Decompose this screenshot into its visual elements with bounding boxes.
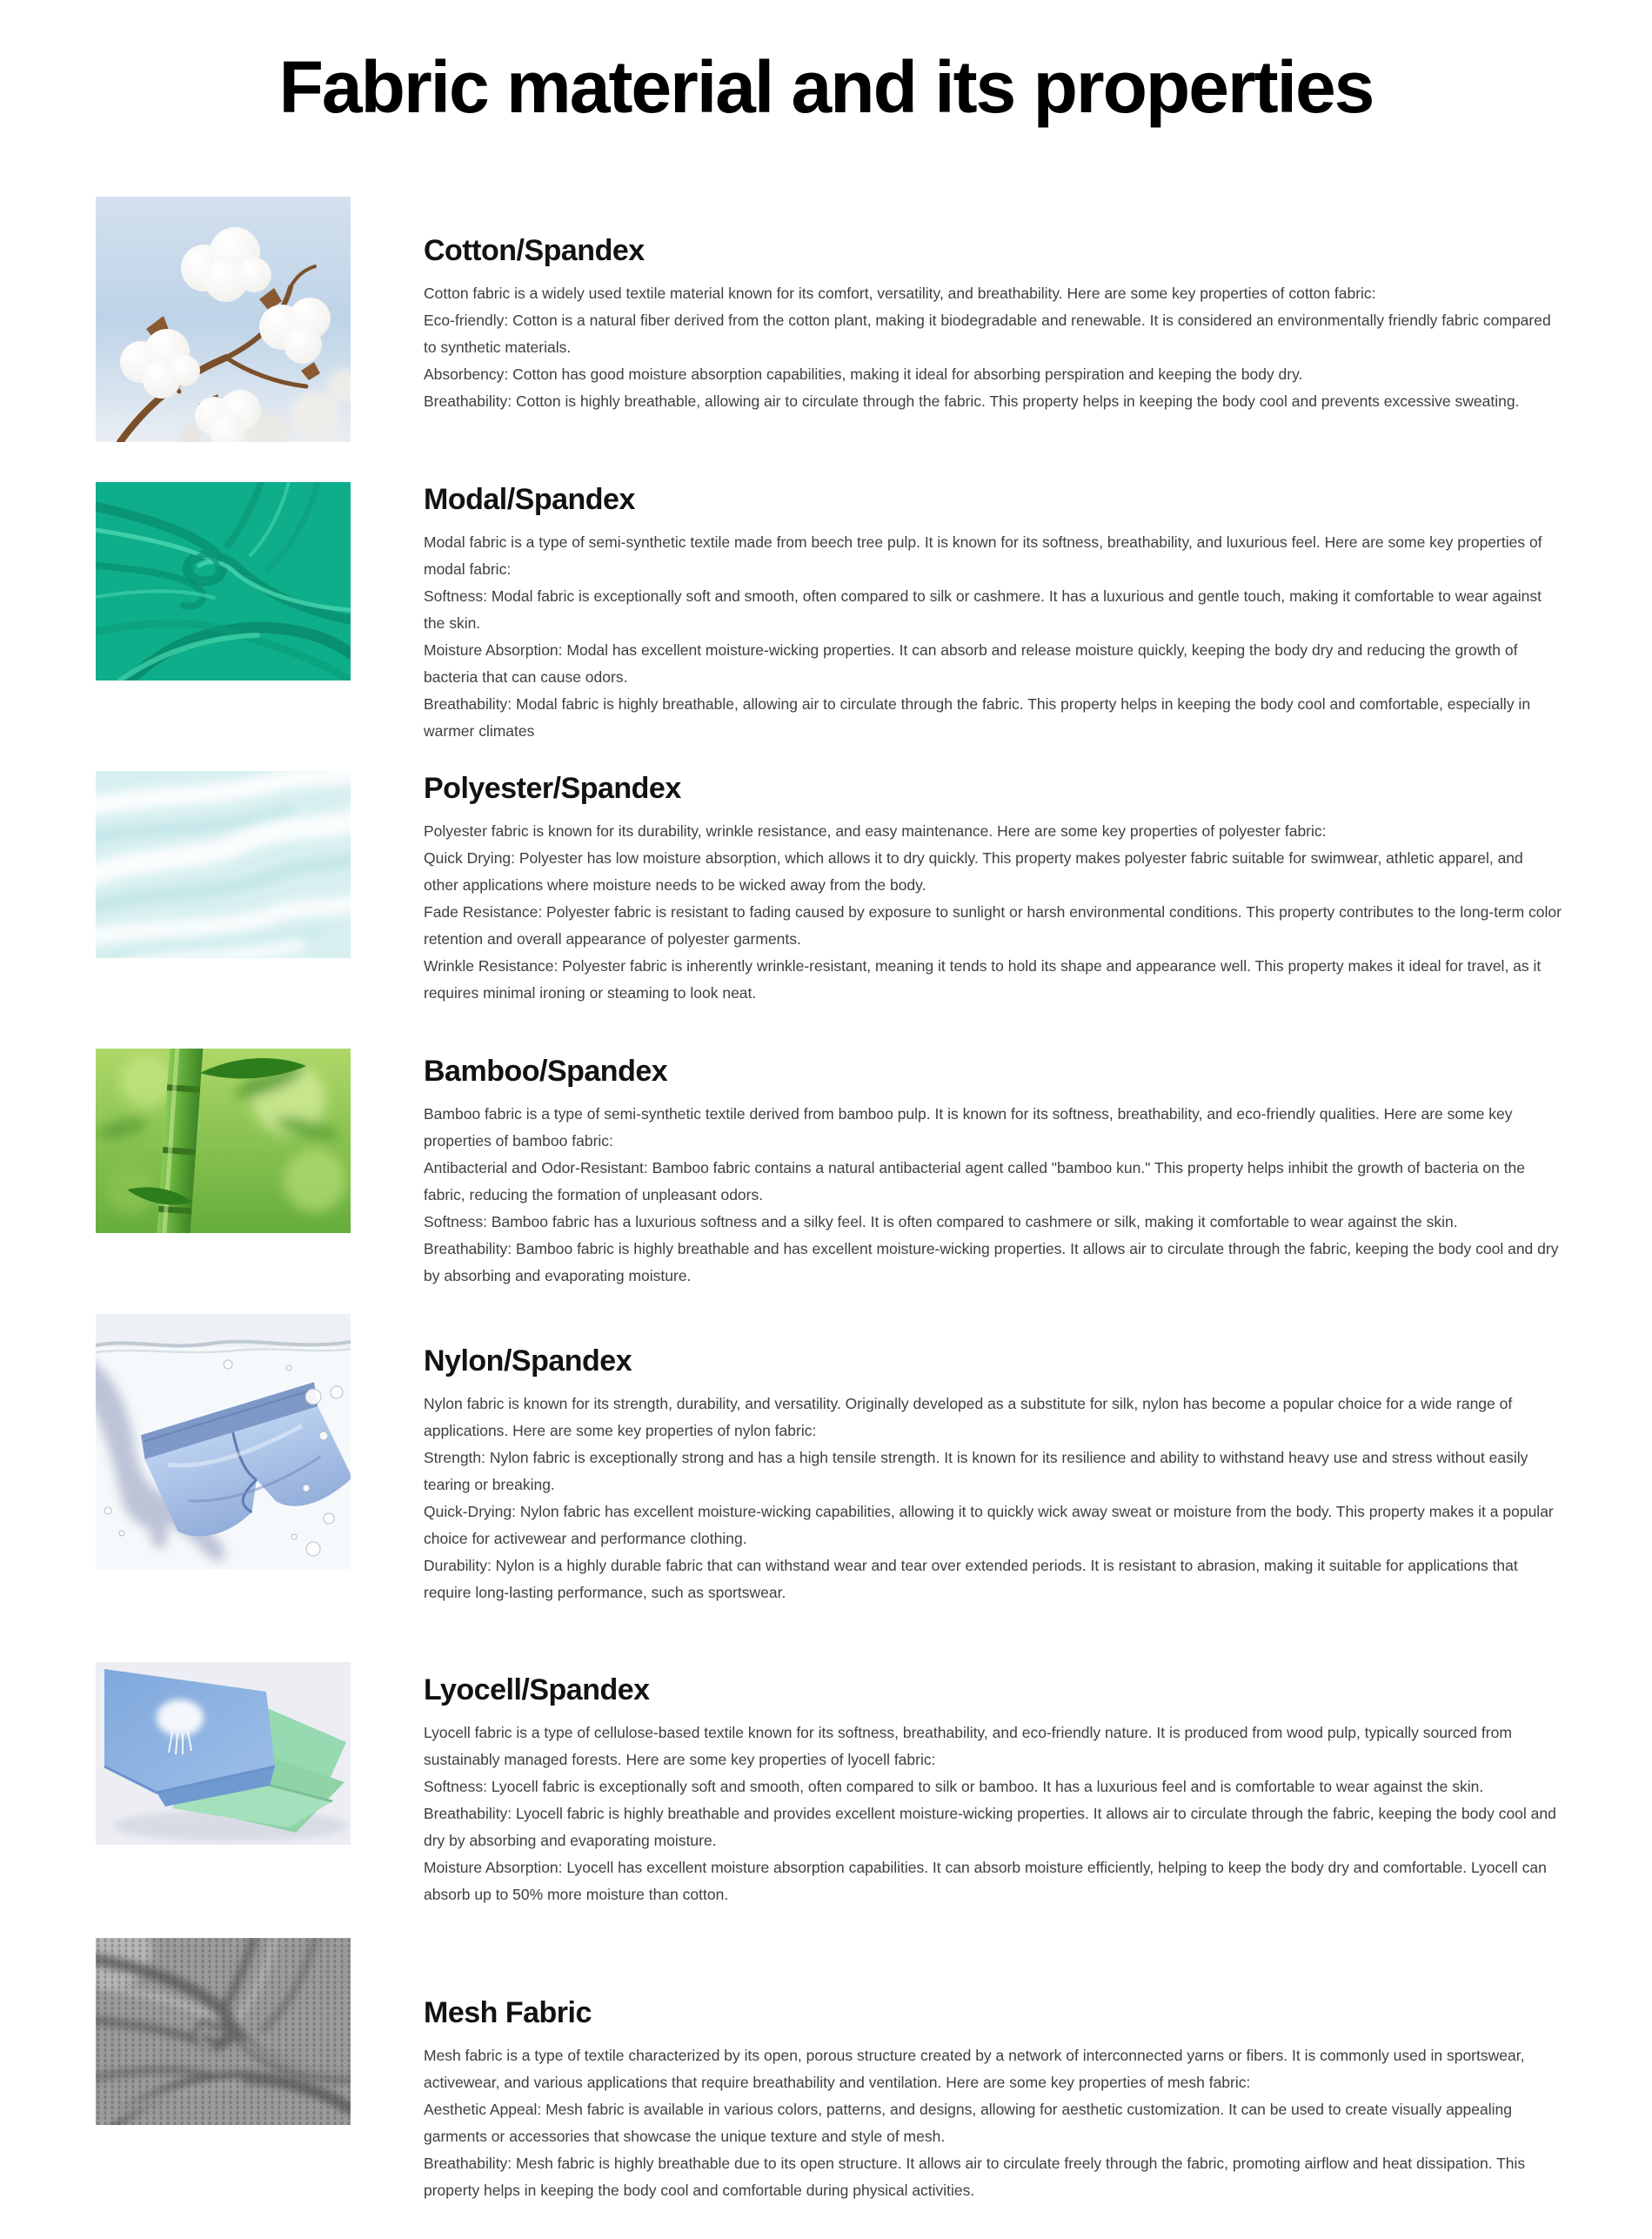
section-polyester-spandex: [0, 771, 1652, 1007]
section-paragraph: Quick-Drying: Nylon fabric has excellent moisture-wicking capabilities, allowing it to quickly wick away sweat or moisture from the body. This property makes it a popular choice for activewear and performance clothing.: [424, 1503, 1554, 1547]
nylon-underwear-illustration: [96, 1314, 351, 1569]
section-content: [424, 1662, 1562, 1908]
section-nylon-spandex: [0, 1314, 1652, 1606]
section-paragraph: Eco-friendly: Cotton is a natural fiber derived from the cotton plant, making it biodegradable and renewable. It is considered an environmentally friendly fabric compared to synthetic materials.: [424, 312, 1551, 356]
section-paragraph: Nylon fabric is known for its strength, durability, and versatility. Originally developed as a substitute for silk, nylon has become a popular choice for a wide range of applications. Here are some key properties of nylon fabric:: [424, 1395, 1513, 1439]
section-content: [424, 1938, 1562, 2204]
lyocell-fabric-illustration: [96, 1662, 351, 1845]
section-paragraph: Fade Resistance: Polyester fabric is resistant to fading caused by exposure to sunlight or harsh environmental conditions. This property contributes to the long-term color retention and overall appearance of polyester garments.: [424, 903, 1562, 948]
section-content: [424, 771, 1562, 1007]
section-paragraph: Softness: Lyocell fabric is exceptionally soft and smooth, often compared to silk or bamboo. It has a luxurious feel and is comfortable to wear against the skin.: [424, 1778, 1484, 1795]
section-paragraph: Bamboo fabric is a type of semi-synthetic textile derived from bamboo pulp. It is known for its softness, breathability, and eco-friendly qualities. Here are some key properties of bamboo fabric:: [424, 1105, 1513, 1150]
sections-list: [0, 197, 1652, 2204]
nylon-underwear-photo: [96, 1314, 351, 1569]
section-paragraph: Strength: Nylon fabric is exceptionally strong and has a high tensile strength. It is known for its resilience and ability to withstand heavy use and stress without easily tearing or breaking.: [424, 1449, 1528, 1493]
modal-fabric-illustration: [96, 482, 351, 680]
section-heading: Bamboo/Spandex: [424, 1055, 668, 1088]
bamboo-photo: [96, 1049, 351, 1233]
section-cotton-spandex: [0, 197, 1652, 442]
section-paragraph: Breathability: Mesh fabric is highly breathable due to its open structure. It allows air to circulate freely through the fabric, promoting airflow and heat dissipation. This property helps in keeping the body cool and comfortable during physical activities.: [424, 2155, 1526, 2199]
section-content: [424, 1049, 1562, 1290]
section-heading: Nylon/Spandex: [424, 1344, 632, 1378]
section-paragraph: Moisture Absorption: Modal has excellent moisture-wicking properties. It can absorb and release moisture quickly, keeping the body dry and reducing the growth of bacteria that can cause odors.: [424, 641, 1518, 686]
section-heading: Mesh Fabric: [424, 1996, 592, 2029]
lyocell-fabric-photo: [96, 1662, 351, 1845]
section-heading: Lyocell/Spandex: [424, 1673, 650, 1706]
mesh-fabric-illustration: [96, 1938, 351, 2125]
section-paragraph: Breathability: Bamboo fabric is highly breathable and has excellent moisture-wicking properties. It allows air to circulate through the fabric, keeping the body cool and dry by absorbing and evaporating moisture.: [424, 1240, 1559, 1284]
section-paragraph: Breathability: Cotton is highly breathable, allowing air to circulate through the fabric. This property helps in keeping the body cool and prevents excessive sweating.: [424, 392, 1520, 410]
section-paragraph: Aesthetic Appeal: Mesh fabric is available in various colors, patterns, and designs, allowing for aesthetic customization. It can be used to create visually appealing garments or accessories that showcase the unique texture and style of mesh.: [424, 2101, 1512, 2145]
section-paragraph: Quick Drying: Polyester has low moisture absorption, which allows it to dry quickly. This property makes polyester fabric suitable for swimwear, athletic apparel, and other applications where moisture needs to be wicked away from the body.: [424, 849, 1523, 894]
section-modal-spandex: [0, 482, 1652, 745]
section-mesh-fabric: [0, 1938, 1652, 2204]
section-paragraph: Modal fabric is a type of semi-synthetic textile made from beech tree pulp. It is known for its softness, breathability, and luxurious feel. Here are some key properties of modal fabric:: [424, 533, 1542, 578]
section-paragraph: Softness: Modal fabric is exceptionally soft and smooth, often compared to silk or cashmere. It has a luxurious and gentle touch, making it comfortable to wear against the skin.: [424, 587, 1542, 632]
bamboo-illustration: [96, 1049, 351, 1233]
section-paragraph: Mesh fabric is a type of textile characterized by its open, porous structure created by a network of interconnected yarns or fibers. It is commonly used in sportswear, activewear, and various applications that require breathability and ventilation. Here are some key properties of mesh fabric:: [424, 2047, 1525, 2091]
section-content: [424, 1314, 1562, 1606]
section-paragraph: Breathability: Modal fabric is highly breathable, allowing air to circulate through the fabric. This property helps in keeping the body cool and comfortable, especially in warmer climates: [424, 695, 1531, 740]
section-paragraph: Wrinkle Resistance: Polyester fabric is inherently wrinkle-resistant, meaning it tends to hold its shape and appearance well. This property makes it ideal for travel, as it requires minimal ironing or steaming to look neat.: [424, 957, 1542, 1002]
polyester-fabric-photo: [96, 771, 351, 958]
section-paragraph: Antibacterial and Odor-Resistant: Bamboo fabric contains a natural antibacterial agent called "bamboo kun." This property helps inhibit the growth of bacteria on the fabric, reducing the formation of unpleasant odors.: [424, 1159, 1526, 1203]
section-lyocell-spandex: [0, 1662, 1652, 1908]
section-paragraph: Lyocell fabric is a type of cellulose-based textile known for its softness, breathability, and eco-friendly nature. It is produced from wood pulp, typically sourced from sustainably managed forests. Here are some key properties of lyocell fabric:: [424, 1724, 1512, 1768]
section-paragraph: Absorbency: Cotton has good moisture absorption capabilities, making it ideal for absorbing perspiration and keeping the body dry.: [424, 365, 1303, 383]
modal-fabric-photo: [96, 482, 351, 680]
section-content: [424, 197, 1562, 415]
mesh-fabric-photo: [96, 1938, 351, 2125]
section-paragraph: Breathability: Lyocell fabric is highly breathable and provides excellent moisture-wicking properties. It allows air to circulate through the fabric, keeping the body cool and dry by absorbing and evaporating moisture.: [424, 1805, 1556, 1849]
section-paragraph: Durability: Nylon is a highly durable fabric that can withstand wear and tear over extended periods. It is resistant to abrasion, making it suitable for applications that require long-lasting performance, such as sportswear.: [424, 1557, 1518, 1601]
page-title: Fabric material and its properties: [278, 46, 1374, 128]
section-paragraph: Cotton fabric is a widely used textile material known for its comfort, versatility, and breathability. Here are some key properties of cotton fabric:: [424, 285, 1376, 302]
section-heading: Cotton/Spandex: [424, 234, 645, 267]
section-content: [424, 482, 1562, 745]
section-paragraph: Softness: Bamboo fabric has a luxurious softness and a silky feel. It is often compared to cashmere or silk, making it comfortable to wear against the skin.: [424, 1213, 1458, 1230]
cotton-plant-illustration: [96, 197, 351, 442]
section-bamboo-spandex: [0, 1049, 1652, 1290]
cotton-plant-photo: [96, 197, 351, 442]
polyester-fabric-illustration: [96, 771, 351, 958]
section-paragraph: Moisture Absorption: Lyocell has excellent moisture absorption capabilities. It can absorb moisture efficiently, helping to keep the body dry and comfortable. Lyocell can absorb up to 50% more moisture than cotton.: [424, 1859, 1547, 1903]
section-heading: Modal/Spandex: [424, 483, 635, 516]
section-paragraph: Polyester fabric is known for its durability, wrinkle resistance, and easy maintenance. Here are some key properties of polyester fabric:: [424, 822, 1327, 840]
section-heading: Polyester/Spandex: [424, 772, 681, 805]
